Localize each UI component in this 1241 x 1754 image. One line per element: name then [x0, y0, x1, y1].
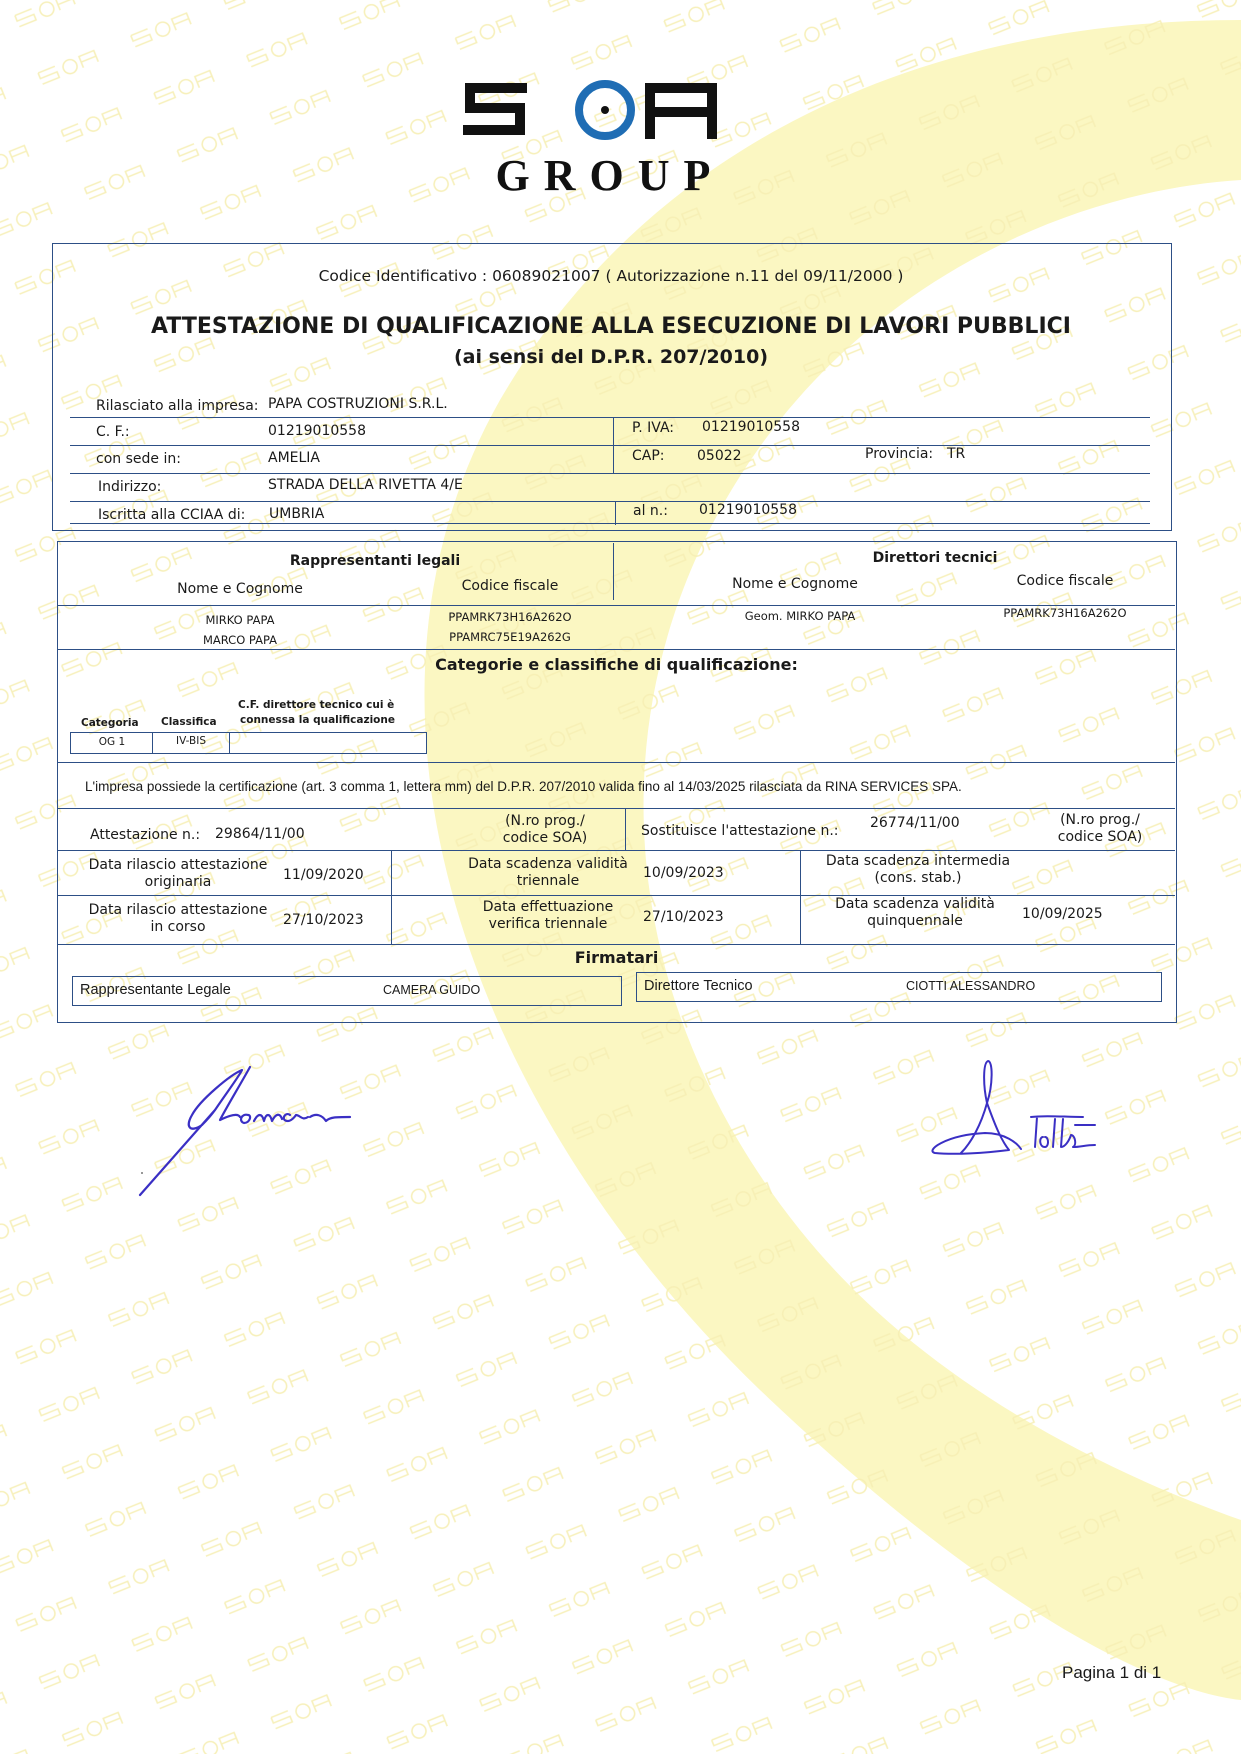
document-title: ATTESTAZIONE DI QUALIFICAZIONE ALLA ESECUZIONE DI LAVORI PUBBLICI	[151, 314, 1071, 339]
prog-code-label-1: (N.ro prog./	[505, 813, 585, 829]
cap-label: CAP:	[632, 448, 665, 464]
aln-value: 01219010558	[699, 502, 797, 518]
tech-col-cf: Codice fiscale	[1016, 573, 1114, 589]
issued-to-label: Rilasciato alla impresa:	[96, 398, 259, 414]
indirizzo-value: STRADA DELLA RIVETTA 4/E	[268, 477, 463, 493]
intermediate-expiry-label-1: Data scadenza intermedia	[825, 853, 1011, 869]
code-line: Codice Identificativo : 06089021007 ( Autorizzazione n.11 del 09/11/2000 )	[318, 267, 904, 285]
cf-value: 01219010558	[268, 423, 366, 439]
verify-date-label-2: verifica triennale	[488, 916, 608, 932]
provincia-value: TR	[947, 446, 966, 462]
cciaa-label: Iscritta alla CCIAA di:	[98, 507, 246, 523]
orig-issue-label-2: originaria	[144, 874, 212, 890]
intermediate-expiry-label-2: (cons. stab.)	[874, 870, 962, 886]
tech-col-name: Nome e Cognome	[732, 576, 858, 592]
categories-col-classifica: Classifica	[161, 716, 217, 728]
categories-col-cf-1: C.F. direttore tecnico cui è	[238, 699, 395, 711]
categories-col-cf-2: connessa la qualificazione	[240, 714, 395, 726]
triennial-expiry-value: 10/09/2023	[643, 865, 724, 881]
legal-rep-cf: PPAMRK73H16A262O	[448, 610, 572, 624]
tech-directors-title: Direttori tecnici	[872, 550, 998, 566]
tech-signatory-name: CIOTTI ALESSANDRO	[906, 979, 1036, 993]
tech-signatory-label: Direttore Tecnico	[644, 978, 753, 994]
attestation-number-value: 29864/11/00	[215, 826, 305, 842]
verify-date-value: 27/10/2023	[643, 909, 724, 925]
sede-value: AMELIA	[268, 450, 321, 466]
signatories-title: Firmatari	[574, 948, 659, 967]
legal-representative-signature	[130, 1055, 410, 1205]
certification-note: L'impresa possiede la certificazione (art. 3 comma 1, lettera mm) del D.P.R. 207/2010 valida fino al 14/03/2025 rilasciata da RINA SERVICES SPA.	[85, 779, 962, 794]
cciaa-value: UMBRIA	[269, 506, 325, 522]
category-code: OG 1	[98, 736, 126, 748]
legal-signatory-label: Rappresentante Legale	[80, 982, 231, 998]
tech-director-name: Geom. MIRKO PAPA	[744, 609, 856, 623]
tech-director-cf: PPAMRK73H16A262O	[1003, 606, 1127, 620]
sede-label: con sede in:	[96, 451, 181, 467]
current-issue-value: 27/10/2023	[283, 912, 364, 928]
replaces-prog-label-1: (N.ro prog./	[1060, 812, 1140, 828]
verify-date-label-1: Data effettuazione	[482, 899, 614, 915]
triennial-expiry-label-1: Data scadenza validità	[468, 856, 628, 872]
replaces-prog-label-2: codice SOA)	[1057, 829, 1143, 845]
quinq-expiry-label-1: Data scadenza validità	[835, 896, 995, 912]
piva-value: 01219010558	[702, 419, 800, 435]
quinq-expiry-value: 10/09/2025	[1022, 906, 1103, 922]
legal-col-name: Nome e Cognome	[177, 581, 303, 597]
triennial-expiry-label-2: triennale	[516, 873, 580, 889]
cap-value: 05022	[697, 448, 742, 464]
replaces-value: 26774/11/00	[870, 815, 960, 831]
orig-issue-label-1: Data rilascio attestazione	[88, 857, 268, 873]
cf-label: C. F.:	[96, 424, 130, 440]
attestation-number-label: Attestazione n.:	[90, 827, 201, 843]
provincia-label: Provincia:	[865, 446, 934, 462]
current-issue-label-2: in corso	[150, 919, 206, 935]
orig-issue-value: 11/09/2020	[283, 867, 364, 883]
soa-group-logo	[460, 60, 760, 200]
category-class: IV-BIS	[175, 735, 207, 747]
legal-rep-name: MIRKO PAPA	[205, 613, 275, 627]
legal-rep-cf: PPAMRC75E19A262G	[449, 630, 571, 644]
current-issue-label-1: Data rilascio attestazione	[88, 902, 268, 918]
legal-rep-name: MARCO PAPA	[202, 633, 278, 647]
document-subtitle: (ai sensi del D.P.R. 207/2010)	[453, 346, 769, 368]
replaces-label: Sostituisce l'attestazione n.:	[641, 823, 839, 839]
technical-director-signature	[925, 1055, 1145, 1165]
categories-col-categoria: Categoria	[81, 717, 139, 729]
quinq-expiry-label-2: quinquennale	[867, 913, 963, 929]
legal-signatory-name: CAMERA GUIDO	[383, 983, 481, 997]
aln-label: al n.:	[633, 503, 668, 519]
issued-to-value: PAPA COSTRUZIONI S.R.L.	[268, 396, 448, 412]
logo-group-text: GROUP	[495, 151, 725, 200]
indirizzo-label: Indirizzo:	[98, 479, 162, 495]
prog-code-label-2: codice SOA)	[502, 830, 588, 846]
company-section	[52, 243, 1172, 531]
piva-label: P. IVA:	[632, 420, 675, 436]
categories-title: Categorie e classifiche di qualificazione:	[435, 655, 798, 674]
legal-reps-title: Rappresentanti legali	[289, 553, 461, 569]
page-number: Pagina 1 di 1	[1062, 1663, 1162, 1682]
legal-col-cf: Codice fiscale	[461, 578, 559, 594]
